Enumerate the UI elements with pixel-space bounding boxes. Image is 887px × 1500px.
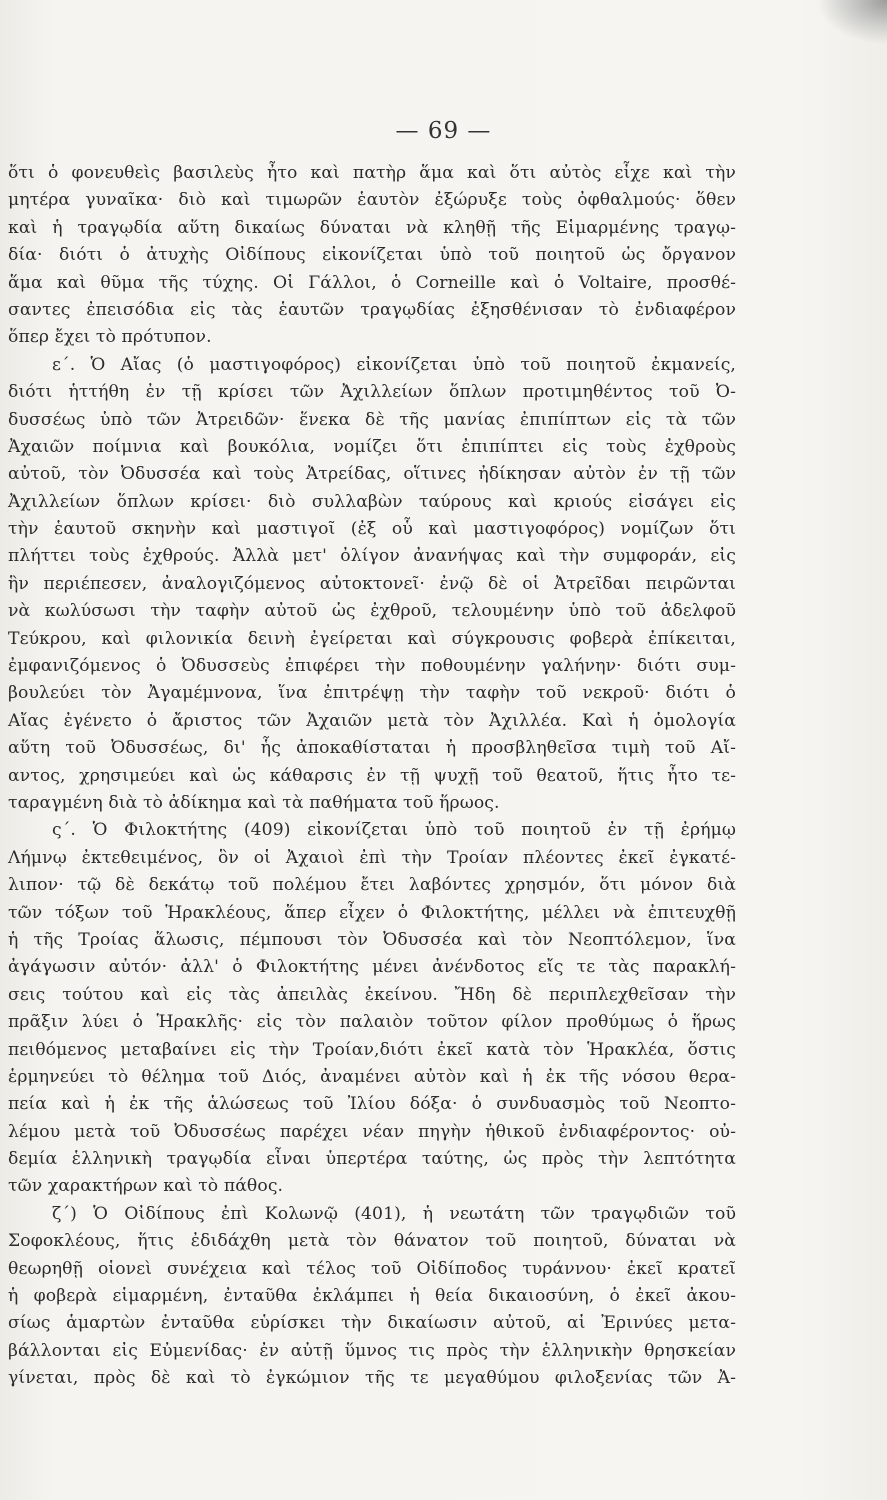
text-line: ἅμα καὶ θῦμα τῆς τύχης. Οἱ Γάλλοι, ὁ Corneille καὶ ὁ Voltaire, προσθέ- xyxy=(8,272,736,293)
scan-corner-shadow xyxy=(817,0,887,45)
text-line: δεμία ἑλληνικὴ τραγῳδία εἶναι ὑπερτέρα ταύτης, ὡς πρὸς τὴν λεπτότητα xyxy=(8,1149,736,1170)
body-text xyxy=(8,160,736,1393)
text-line: ἀγάγωσιν αὐτόν· ἀλλ' ὁ Φιλοκτήτης μένει ἀνένδοτος εἴς τε τὰς παρακλή- xyxy=(8,957,736,978)
text-line: Λήμνῳ ἐκτεθειμένος, ὃν οἱ Ἀχαιοὶ ἐπὶ τὴν Τροίαν πλέοντες ἐκεῖ ἐγκατέ- xyxy=(8,847,736,868)
text-line: Ἀχαιῶν ποίμνια καὶ βουκόλια, νομίζει ὅτι ἐπιπίπτει εἰς τοὺς ἐχθροὺς xyxy=(8,436,736,457)
text-line: διότι ἡττήθη ἐν τῇ κρίσει τῶν Ἀχιλλείων ὅπλων προτιμηθέντος τοῦ Ὀ- xyxy=(8,382,736,403)
text-line: λιπον· τῷ δὲ δεκάτῳ τοῦ πολέμου ἔτει λαβόντες χρησμόν, ὅτι μόνον διὰ xyxy=(8,875,736,896)
text-line: ἣν περιέπεσεν, ἀναλογιζόμενος αὐτοκτονεῖ· ἐνῷ δὲ οἱ Ἀτρεῖδαι πειρῶνται xyxy=(8,573,736,594)
text-line: Τεύκρου, καὶ φιλονικία δεινὴ ἐγείρεται καὶ σύγκρουσις φοβερὰ ἐπίκειται, xyxy=(8,628,736,649)
text-line: δία· διότι ὁ ἀτυχὴς Οἰδίπους εἰκονίζεται ὑπὸ τοῦ ποιητοῦ ὡς ὄργανον xyxy=(8,245,736,266)
text-line: θεωρηθῇ οἱονεὶ συνέχεια καὶ τέλος τοῦ Οἰδίποδος τυράννου· ἐκεῖ κρατεῖ xyxy=(8,1258,736,1279)
text-line: ζ΄) Ὁ Οἰδίπους ἐπὶ Κολωνῷ (401), ἡ νεωτάτη τῶν τραγῳδιῶν τοῦ xyxy=(52,1203,736,1224)
text-line: ς΄. Ὁ Φιλοκτήτης (409) εἰκονίζεται ὑπὸ τοῦ ποιητοῦ ἐν τῇ ἐρήμῳ xyxy=(52,820,736,841)
text-line: τῶν χαρακτήρων καὶ τὸ πάθος. xyxy=(8,1176,284,1197)
text-line: ε΄. Ὁ Αἴας (ὁ μαστιγοφόρος) εἰκονίζεται ὑπὸ τοῦ ποιητοῦ ἐκμανείς, xyxy=(52,354,736,375)
text-line: δυσσέως ὑπὸ τῶν Ἀτρειδῶν· ἕνεκα δὲ τῆς μανίας ἐπιπίπτων εἰς τὰ τῶν xyxy=(8,409,736,430)
text-line: καὶ ἡ τραγῳδία αὕτη δικαίως δύναται νὰ κληθῇ τῆς Εἱμαρμένης τραγῳ- xyxy=(8,217,736,238)
text-line: ἡ τῆς Τροίας ἅλωσις, πέμπουσι τὸν Ὀδυσσέα καὶ τὸν Νεοπτόλεμον, ἵνα xyxy=(8,929,736,950)
text-line: ἡ φοβερὰ εἱμαρμένη, ἐνταῦθα ἐκλάμπει ἡ θεία δικαιοσύνη, ὁ ἐκεῖ ἀκου- xyxy=(8,1286,736,1307)
text-line: πλήττει τοὺς ἐχθρούς. Ἀλλὰ μετ' ὀλίγον ἀνανήψας καὶ τὴν συμφοράν, εἰς xyxy=(8,546,736,567)
text-line: πειθόμενος μεταβαίνει εἰς τὴν Τροίαν,διότι ἐκεῖ κατὰ τὸν Ἡρακλέα, ὅστις xyxy=(8,1039,736,1060)
text-line: σαντες ἐπεισόδια εἰς τὰς ἑαυτῶν τραγῳδίας ἐξησθένισαν τὸ ἐνδιαφέρον xyxy=(8,299,736,320)
text-line: πρᾶξιν λύει ὁ Ἡρακλῆς· εἰς τὸν παλαιὸν τοῦτον φίλον προθύμως ὁ ἥρως xyxy=(8,1012,736,1033)
text-line: Αἴας ἐγένετο ὁ ἄριστος τῶν Ἀχαιῶν μετὰ τὸν Ἀχιλλέα. Καὶ ἡ ὁμολογία xyxy=(8,710,736,731)
text-line: μητέρα γυναῖκα· διὸ καὶ τιμωρῶν ἑαυτὸν ἐξώρυξε τοὺς ὀφθαλμούς· ὅθεν xyxy=(8,190,736,211)
text-line: σίως ἁμαρτὼν ἐνταῦθα εὑρίσκει τὴν δικαίωσιν αὐτοῦ, αἱ Ἐρινύες μετα- xyxy=(8,1313,736,1334)
text-line: αὕτη τοῦ Ὀδυσσέως, δι' ἧς ἀποκαθίσταται ἡ προσβληθεῖσα τιμὴ τοῦ Αἴ- xyxy=(8,738,736,759)
text-line: ὅπερ ἔχει τὸ πρότυπον. xyxy=(8,327,212,348)
text-line: αὐτοῦ, τὸν Ὀδυσσέα καὶ τοὺς Ἀτρείδας, οἵτινες ἠδίκησαν αὐτὸν ἐν τῇ τῶν xyxy=(8,464,736,485)
page-number: — 69 — xyxy=(395,118,492,144)
text-line: πεία καὶ ἡ ἐκ τῆς ἁλώσεως τοῦ Ἰλίου δόξα· ὁ συνδυασμὸς τοῦ Νεοπτο- xyxy=(8,1094,736,1115)
text-line: νὰ κωλύσωσι τὴν ταφὴν αὐτοῦ ὡς ἐχθροῦ, τελουμένην ὑπὸ τοῦ ἀδελφοῦ xyxy=(8,601,736,622)
text-line: ἐμφανιζόμενος ὁ Ὀδυσσεὺς ἐπιφέρει τὴν ποθουμένην γαλήνην· διότι συμ- xyxy=(8,656,736,677)
text-line: αντος, χρησιμεύει καὶ ὡς κάθαρσις ἐν τῇ ψυχῇ τοῦ θεατοῦ, ἥτις ἦτο τε- xyxy=(8,765,736,786)
text-line: τὴν ἑαυτοῦ σκηνὴν καὶ μαστιγοῖ (ἐξ οὗ καὶ μαστιγοφόρος) νομίζων ὅτι xyxy=(8,519,736,540)
text-line: γίνεται, πρὸς δὲ καὶ τὸ ἐγκώμιον τῆς τε μεγαθύμου φιλοξενίας τῶν Ἀ- xyxy=(8,1368,736,1389)
text-line: ταραγμένη διὰ τὸ ἀδίκημα καὶ τὰ παθήματα τοῦ ἥρωος. xyxy=(8,792,500,813)
text-line: ἑρμηνεύει τὸ θέλημα τοῦ Διός, ἀναμένει αὐτὸν καὶ ἡ ἐκ τῆς νόσου θερα- xyxy=(8,1066,736,1087)
text-line: βουλεύει τὸν Ἀγαμέμνονα, ἵνα ἐπιτρέψῃ τὴν ταφὴν τοῦ νεκροῦ· διότι ὁ xyxy=(8,683,736,704)
text-line: λέμου μετὰ τοῦ Ὀδυσσέως παρέχει νέαν πηγὴν ἠθικοῦ ἐνδιαφέροντος· οὐ- xyxy=(8,1121,736,1142)
text-line: Σοφοκλέους, ἥτις ἐδιδάχθη μετὰ τὸν θάνατον τοῦ ποιητοῦ, δύναται νὰ xyxy=(8,1231,736,1252)
text-line: τῶν τόξων τοῦ Ἡρακλέους, ἅπερ εἶχεν ὁ Φιλοκτήτης, μέλλει νὰ ἐπιτευχθῇ xyxy=(8,902,736,923)
text-line: ὅτι ὁ φονευθεὶς βασιλεὺς ἦτο καὶ πατὴρ ἅμα καὶ ὅτι αὐτὸς εἶχε καὶ τὴν xyxy=(8,163,736,183)
text-line: Ἀχιλλείων ὅπλων κρίσει· διὸ συλλαβὼν ταύρους καὶ κριούς εἰσάγει εἰς xyxy=(8,491,736,512)
text-line: σεις τούτου καὶ εἰς τὰς ἀπειλὰς ἐκείνου. Ἤδη δὲ περιπλεχθεῖσαν τὴν xyxy=(8,984,736,1005)
text-line: βάλλονται εἰς Εὐμενίδας· ἐν αὐτῇ ὕμνος τις πρὸς τὴν ἑλληνικὴν θρησκείαν xyxy=(8,1340,736,1361)
